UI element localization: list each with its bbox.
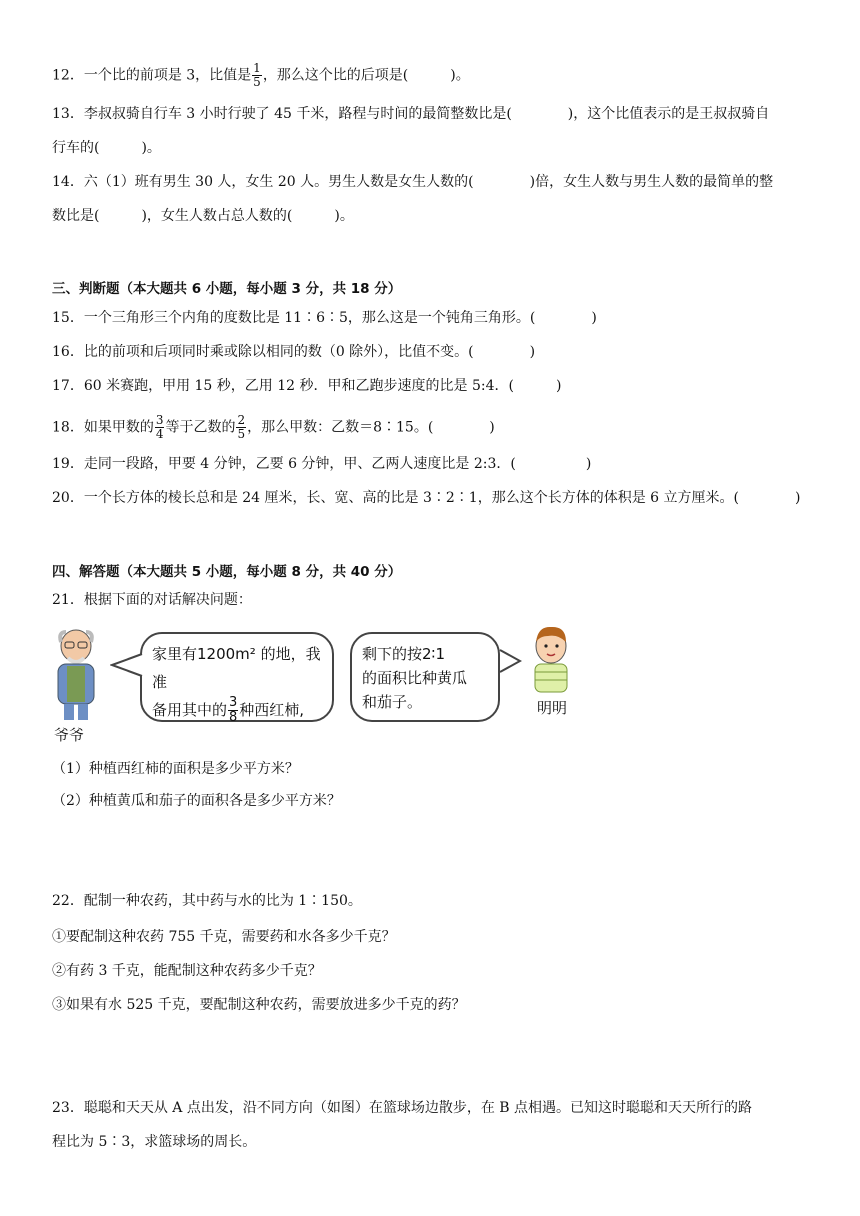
section-3-title: 三、判断题（本大题共 6 小题，每小题 3 分，共 18 分） [52,281,402,297]
question-23-line2: 程比为 5∶3，求篮球场的周长。 [52,1134,257,1150]
fraction: $\frac{1}{5}$ [253,61,261,89]
question-13-line2: 行车的( )。 [52,140,161,156]
question-21: 21．根据下面的对话解决问题： [52,592,252,608]
question-21-1: （1）种植西红柿的面积是多少平方米？ [52,761,299,777]
fraction: $\frac{2}{5}$ [237,413,246,441]
question-15: 15．一个三角形三个内角的度数比是 11∶6∶5，那么这是一个钝角三角形。( ) [52,310,597,326]
bubble-tail-right [498,648,522,674]
question-14-line2: 数比是( )，女生人数占总人数的( )。 [52,208,354,224]
question-17: 17．60 米赛跑，甲用 15 秒，乙用 12 秒．甲和乙跑步速度的比是 5:4．( ) [52,378,562,394]
question-22-2: ②有药 3 千克，能配制这种农药多少千克？ [52,963,322,979]
question-22-1: ①要配制这种农药 755 千克，需要药和水各多少千克？ [52,929,396,945]
fraction: $\frac{3}{8}$ [229,695,238,725]
question-22: 22．配制一种农药，其中药与水的比为 1∶150。 [52,893,362,909]
mingming-caption: 明明 [537,699,568,717]
question-14-line1: 14．六（1）班有男生 30 人，女生 20 人。男生人数是女生人数的( )倍，女生人数与男生人数的最简单的整 [52,174,774,190]
grandpa-caption: 爷爷 [54,726,85,744]
speech-bubble-mingming: 剩下的按2∶1 的面积比种黄瓜 和茄子。 [350,632,500,722]
speech-bubble-grandpa: 家里有1200m² 的地，我准 备用其中的 $\frac{3}{8}$ 种西红柿, [140,632,334,722]
question-13-line1: 13．李叔叔骑自行车 3 小时行驶了 45 千米，路程与时间的最简整数比是( )，这个比值表示的是王叔叔骑自 [52,106,770,122]
question-16: 16．比的前项和后项同时乘或除以相同的数（0 除外），比值不变。( ) [52,344,536,360]
question-20: 20．一个长方体的棱长总和是 24 厘米，长、宽、高的比是 3∶2∶1，那么这个长方体的体积是 6 立方厘米。( ) [52,490,801,506]
question-21-2: （2）种植黄瓜和茄子的面积各是多少平方米？ [52,793,341,809]
question-19: 19．走同一段路，甲要 4 分钟，乙要 6 分钟，甲、乙两人速度比是 2:3．( ) [52,456,592,472]
question-23-line1: 23．聪聪和天天从 A 点出发，沿不同方向（如图）在篮球场边散步，在 B 点相遇。已知这时聪聪和天天所行的路 [52,1100,753,1116]
fraction: $\frac{3}{4}$ [155,413,164,441]
question-22-3: ③如果有水 525 千克，要配制这种农药，需要放进多少千克的药？ [52,997,466,1013]
mingming-illustration [526,622,576,694]
section-4-title: 四、解答题（本大题共 5 小题，每小题 8 分，共 40 分） [52,564,402,580]
question-12: 12．一个比的前项是 3，比值是 $\frac{1}{5}$ ，那么这个比的后项是( )。 [52,61,470,89]
bubble-tail-left [110,652,144,678]
grandpa-illustration [48,624,104,724]
question-18: 18．如果甲数的 $\frac{3}{4}$ 等于乙数的 $\frac{2}{5}$ ，那么甲数：乙数＝8∶15。( ) [52,413,495,441]
